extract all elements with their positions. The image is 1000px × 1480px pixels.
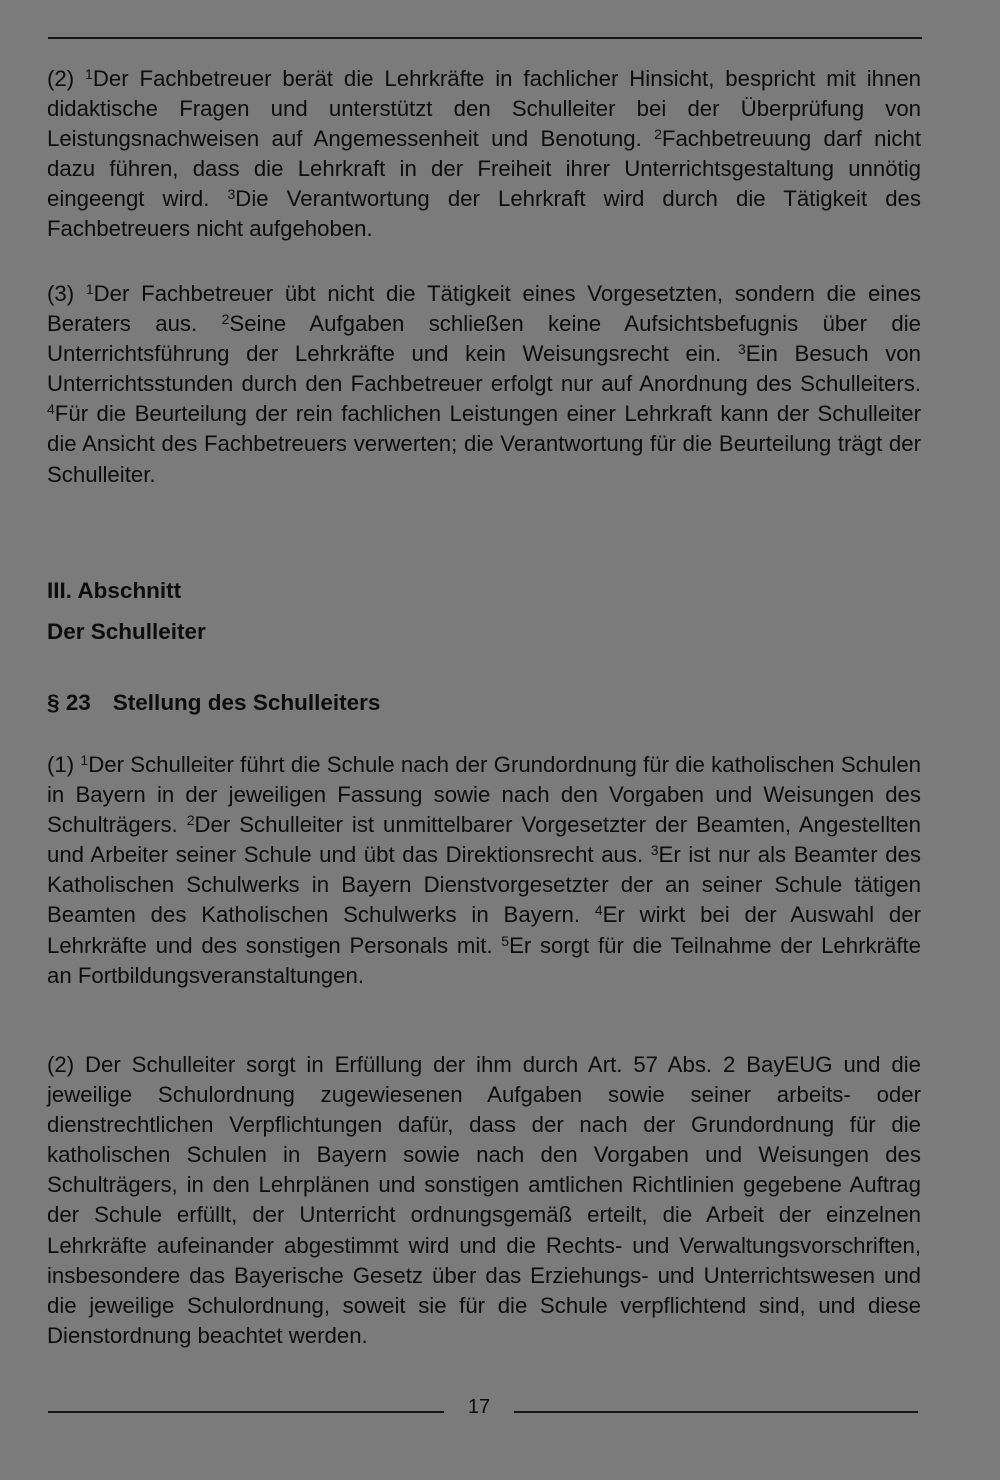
paragraph-heading bbox=[47, 690, 380, 716]
footer-divider-right bbox=[514, 1411, 918, 1413]
sentence-number: 4 bbox=[594, 902, 603, 919]
paragraph-text: Seine Aufgaben schließen keine Aufsichtsbefugnis über die Unterrichtsführung der Lehrkräfte und kein Weisungsrecht ein. bbox=[47, 311, 921, 367]
paragraph-text: Er ist nur als Beamter des Katholischen Schulwerks in Bayern Dienstvorgesetzter der an seiner Schule tätigen Beamten des Katholischen Schulwerks in Bayern. bbox=[47, 842, 921, 928]
page-number: 17 bbox=[467, 1396, 491, 1418]
paragraph-text: Der Fachbetreuer berät die Lehrkräfte in fachlicher Hinsicht, bespricht mit ihnen didaktische Fragen und unterstützt den Schulleiter bei der Überprüfung von Leistungsnachweisen auf Angemessenheit und Benotung. bbox=[47, 66, 922, 152]
paragraph-text: Ein Besuch von Unterrichtsstunden durch den Fachbetreuer erfolgt nur auf Anordnung des Schulleiters. bbox=[47, 341, 921, 397]
paragraph-text: Der Schulleiter führt die Schule nach der Grundordnung für die katholischen Schulen in Bayern in der jeweiligen Fassung sowie nach den Vorgaben und Weisungen des Schulträgers. bbox=[47, 752, 922, 838]
sentence-number: 1 bbox=[85, 281, 94, 297]
sentence-number: 3 bbox=[738, 341, 746, 358]
paragraph-number: § 23 bbox=[47, 690, 91, 715]
sentence-number: 1 bbox=[80, 752, 89, 768]
paragraph-23-2 bbox=[47, 1050, 921, 1351]
sentence-number: 2 bbox=[654, 126, 662, 143]
sentence-number: 2 bbox=[221, 311, 230, 328]
section-subheading: Der Schulleiter bbox=[47, 619, 206, 644]
sentence-number: 5 bbox=[501, 932, 510, 949]
paragraph-text: (2) Der Schulleiter sorgt in Erfüllung der ihm durch Art. 57 Abs. 2 BayEUG und die jeweilige Schulordnung zugewiesenen Aufgaben sowie seiner arbeits- oder dienstrechtlichen Verpflichtungen dafür, dass der nach der Grundordnung für die katholischen Schulen in Bayern sowie nach den Vorgaben und Weisungen des Schulträgers, in den Lehrplänen und sonstigen amtlichen Richtlinien gegebene Auftrag der Schule erfüllt, der Unterricht ordnungsgemäß erteilt, die Arbeit der einzelnen Lehrkräfte aufeinander abgestimmt wird und die Rechts- und Verwaltungsvorschriften, insbesondere das Bayerische Gesetz über das Erziehungs- und Unterrichtswesen und die jeweilige Schulordnung, soweit sie für die Schule verpflichtend sind, und diese Dienstordnung beachtet werden. bbox=[47, 1052, 921, 1348]
paragraph-22-3 bbox=[47, 279, 921, 490]
sentence-number: 2 bbox=[186, 812, 195, 829]
section-heading: III. Abschnitt bbox=[47, 578, 182, 603]
sentence-number: 3 bbox=[227, 186, 236, 203]
paragraph-23-1 bbox=[47, 750, 921, 991]
paragraph-title: Stellung des Schulleiters bbox=[112, 690, 381, 715]
paragraph-text: (1) bbox=[47, 752, 81, 777]
sentence-number: 3 bbox=[650, 842, 659, 859]
paragraph-text: Für die Beurteilung der rein fachlichen Leistungen einer Lehrkraft kann der Schulleiter die Ansicht des Fachbetreuers verwerten; die Verantwortung für die Beurteilung trägt der Schulleiter. bbox=[47, 401, 921, 487]
top-divider bbox=[48, 37, 922, 39]
footer-divider-left bbox=[48, 1411, 444, 1413]
sentence-number: 1 bbox=[85, 66, 93, 82]
paragraph-text: Der Schulleiter ist unmittelbarer Vorgesetzter der Beamten, Angestellten und Arbeiter seiner Schule und übt das Direktionsrecht aus. bbox=[47, 812, 921, 868]
sentence-number: 4 bbox=[47, 401, 55, 418]
paragraph-text: Fachbetreuung darf nicht dazu führen, dass die Lehrkraft in der Freiheit ihrer Unterrichtsgestaltung unnötig eingeengt wird. bbox=[47, 126, 922, 212]
paragraph-text: Er sorgt für die Teilnahme der Lehrkräfte an Fortbildungsveranstaltungen. bbox=[47, 932, 921, 988]
paragraph-22-2 bbox=[47, 64, 921, 245]
paragraph-text: Die Verantwortung der Lehrkraft wird durch die Tätigkeit des Fachbetreuers nicht aufgehoben. bbox=[47, 186, 921, 242]
paragraph-text: (3) bbox=[47, 281, 86, 306]
paragraph-text: Der Fachbetreuer übt nicht die Tätigkeit eines Vorgesetzten, sondern die eines Beraters aus. bbox=[47, 281, 922, 337]
paragraph-text: Er wirkt bei der Auswahl der Lehrkräfte und des sonstigen Personals mit. bbox=[47, 902, 921, 958]
paragraph-text: (2) bbox=[47, 66, 86, 91]
